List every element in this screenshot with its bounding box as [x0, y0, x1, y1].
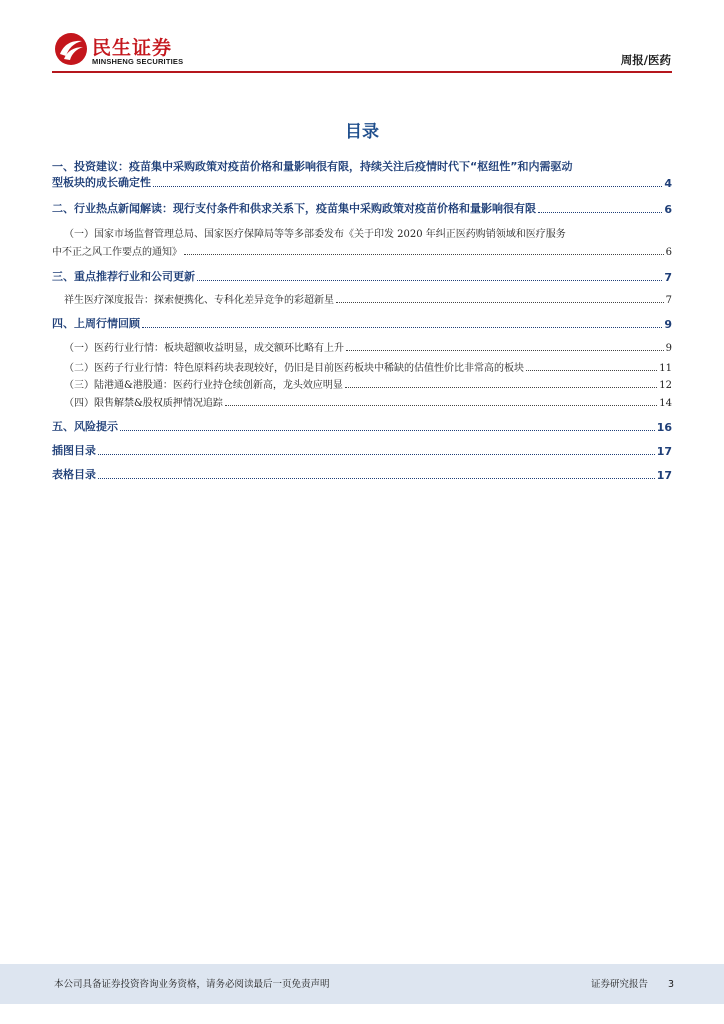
leader-dots	[197, 280, 662, 281]
toc-entry-text: （三）陆港通&港股通：医药行业持仓续创新高，龙头效应明显	[64, 380, 343, 391]
toc-entry-1-line1[interactable]: 一、投资建议：疫苗集中采购政策对疫苗价格和量影响很有限，持续关注后疫情时代下“枢纽性”和内需驱动	[52, 160, 573, 173]
toc-entry-text: （一）医药行业行情：板块超额收益明显，成交额环比略有上升	[64, 343, 344, 354]
toc-page-number: 6	[665, 247, 672, 258]
toc-entry-text: 中不正之风工作要点的通知》	[52, 247, 182, 258]
toc-entry-4-1[interactable]	[64, 339, 672, 354]
toc-entry-4[interactable]	[52, 315, 672, 331]
footer-page-number: 3	[667, 979, 674, 990]
leader-dots	[225, 405, 657, 406]
toc-entry-2-1[interactable]	[52, 243, 672, 258]
footer-doc-type: 证券研究报告	[590, 979, 648, 990]
toc-page-number: 14	[659, 398, 672, 409]
leader-dots	[538, 212, 662, 213]
toc-page-number: 16	[656, 421, 672, 434]
leader-dots	[526, 370, 657, 371]
toc-page-number: 4	[664, 177, 672, 190]
logo-english-name: MINSHENG SECURITIES	[92, 57, 184, 66]
company-logo	[54, 30, 186, 70]
toc-page-number: 17	[656, 445, 672, 458]
toc-entry-text: （二）医药子行业行情：特色原料药块表现较好，仍旧是目前医药板块中稀缺的估值性价比非常高的板块	[64, 363, 524, 374]
toc-page-number: 6	[664, 203, 672, 216]
toc-entry-text: 三、重点推荐行业和公司更新	[52, 270, 195, 283]
toc-entry-4-3[interactable]	[64, 376, 672, 391]
logo-chinese-name: 民生证券	[92, 37, 173, 59]
toc-entry-text: 四、上周行情回顾	[52, 317, 140, 330]
toc-entry-text: 二、行业热点新闻解读：现行支付条件和供求关系下，疫苗集中采购政策对疫苗价格和量影响很有限	[52, 202, 536, 215]
toc-entry-text: 祥生医疗深度报告：探索便携化、专科化差异竞争的彩超新星	[64, 295, 334, 306]
leader-dots	[345, 387, 657, 388]
toc-page-number: 7	[664, 271, 672, 284]
toc-entry-4-2[interactable]	[64, 359, 672, 374]
leader-dots	[120, 430, 655, 431]
toc-entry-1[interactable]	[52, 174, 672, 190]
toc-entry-3[interactable]	[52, 268, 672, 284]
toc-page-number: 17	[656, 469, 672, 482]
leader-dots	[142, 327, 662, 328]
minsheng-logo-icon	[54, 32, 88, 66]
toc-entry-tables[interactable]	[52, 466, 672, 482]
toc-entry-3-1[interactable]	[64, 291, 672, 306]
report-type: 周报/医药	[620, 53, 671, 67]
footer-disclaimer: 本公司具备证券投资咨询业务资格，请务必阅读最后一页免责声明	[54, 979, 330, 990]
page-header	[0, 0, 724, 80]
toc-entry-5[interactable]	[52, 418, 672, 434]
leader-dots	[184, 254, 664, 255]
toc-entry-2-1-line1[interactable]: （一）国家市场监督管理总局、国家医疗保障局等等多部委发布《关于印发 2020 年纠正医药购销领域和医疗服务	[64, 229, 566, 240]
toc-title: 目录	[345, 122, 379, 142]
toc-entry-text: 型板块的成长确定性	[52, 176, 151, 189]
toc-page-number: 9	[665, 343, 672, 354]
toc-entry-2[interactable]	[52, 200, 672, 216]
toc-entry-figures[interactable]	[52, 442, 672, 458]
toc-page-number: 11	[659, 363, 672, 374]
toc-page-number: 7	[665, 295, 672, 306]
leader-dots	[346, 350, 664, 351]
footer-info	[591, 976, 674, 990]
leader-dots	[336, 302, 664, 303]
toc-entry-text: 表格目录	[52, 468, 96, 481]
toc-entry-text: （四）限售解禁&股权质押情况追踪	[64, 398, 223, 409]
toc-entry-4-4[interactable]	[64, 394, 672, 409]
toc-entry-text: 五、风险提示	[52, 420, 118, 433]
leader-dots	[153, 186, 662, 187]
leader-dots	[98, 478, 655, 479]
header-divider	[52, 71, 672, 73]
toc-entry-text: 插图目录	[52, 444, 96, 457]
toc-page-number: 9	[664, 318, 672, 331]
leader-dots	[98, 454, 655, 455]
toc-page-number: 12	[659, 380, 672, 391]
